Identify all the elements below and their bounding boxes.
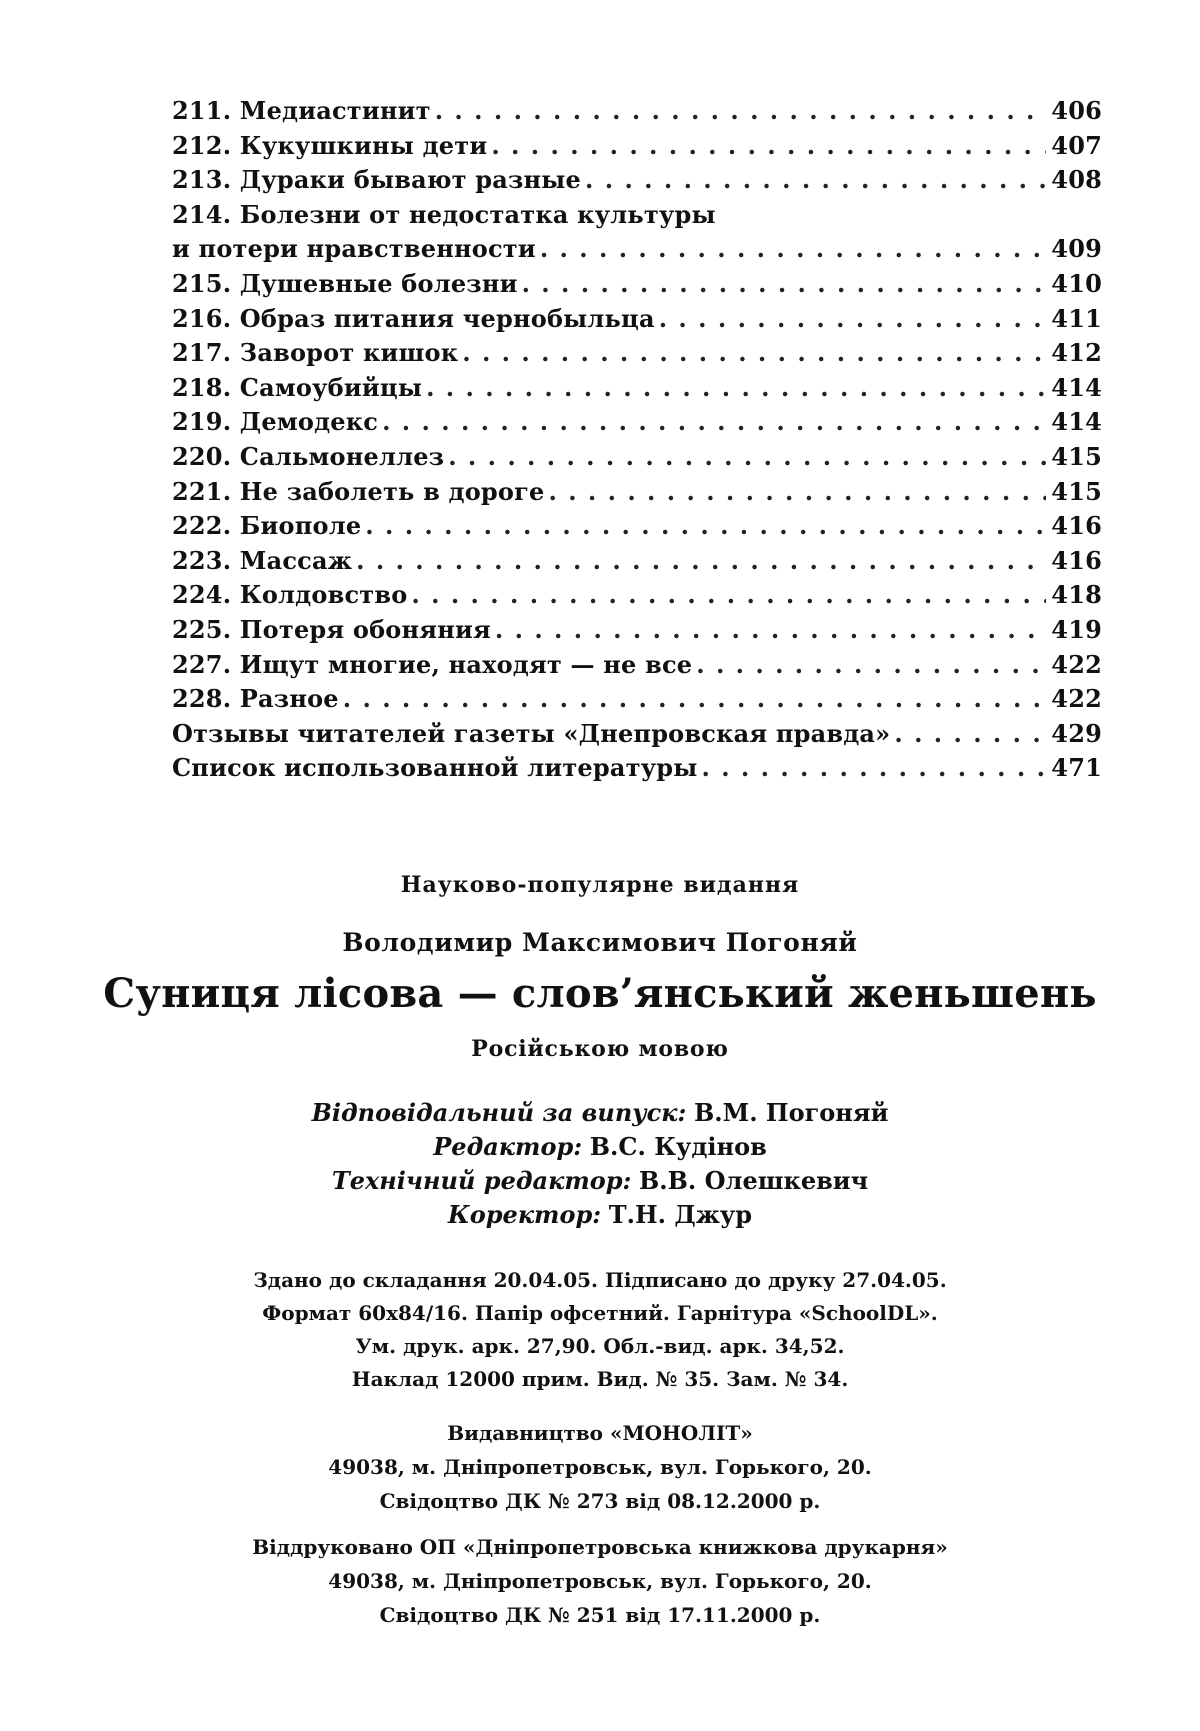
credit-role: Відповідальний за випуск: xyxy=(311,1098,687,1127)
toc-entry-title: 224. Колдовство xyxy=(172,580,408,610)
toc-entry-page: 415 xyxy=(1051,476,1102,506)
author-name: Володимир Максимович Погоняй xyxy=(342,928,858,957)
toc-entry-page: 414 xyxy=(1051,407,1102,437)
toc-entry xyxy=(172,269,1102,304)
toc-leader-dots xyxy=(365,511,1046,540)
toc-entry-page: 412 xyxy=(1051,338,1102,368)
toc-leader-dots xyxy=(659,304,1046,333)
toc-entry xyxy=(172,373,1102,408)
toc-entry-page: 429 xyxy=(1051,718,1102,748)
toc-leader-dots xyxy=(495,615,1046,644)
toc-entry-title: 214. Болезни от недостатка культуры xyxy=(172,199,716,229)
publication-language: Російською мовою xyxy=(471,1036,729,1062)
toc-entry xyxy=(172,546,1102,581)
toc-entry-page: 411 xyxy=(1051,303,1102,333)
toc-entry-page: 419 xyxy=(1051,614,1102,644)
toc-entry-page: 471 xyxy=(1051,753,1102,783)
toc-entry-title: 223. Массаж xyxy=(172,545,353,575)
publisher-block xyxy=(0,1416,1200,1518)
toc-entry-title: 221. Не заболеть в дороге xyxy=(172,476,545,506)
publication-detail-line: Формат 60х84/16. Папір офсетний. Гарнітура «SchoolDL». xyxy=(262,1301,938,1325)
credit-line xyxy=(0,1096,1200,1130)
toc-entry-page: 406 xyxy=(1051,96,1102,125)
toc-leader-dots xyxy=(343,684,1046,713)
toc-leader-dots xyxy=(522,269,1046,298)
printer-line: Свідоцтво ДК № 251 від 17.11.2000 р. xyxy=(379,1603,821,1627)
toc-entry-page: 416 xyxy=(1051,545,1102,575)
toc-entry-title: 219. Демодекс xyxy=(172,407,379,437)
toc-entry-title: 220. Сальмонеллез xyxy=(172,441,445,471)
toc-entry-page: 416 xyxy=(1051,511,1102,541)
toc-entry-title: 228. Разное xyxy=(172,684,339,714)
toc-entry xyxy=(172,234,1102,269)
toc-entry xyxy=(172,719,1102,754)
publication-genre: Науково-популярне видання xyxy=(400,872,800,898)
toc-entry xyxy=(172,200,1102,235)
toc-entry-title: Список использованной литературы xyxy=(172,753,698,783)
editorial-credits xyxy=(0,1096,1200,1232)
publication-detail-line: Наклад 12000 прим. Вид. № 35. Зам. № 34. xyxy=(351,1367,849,1391)
toc-leader-dots xyxy=(702,753,1047,782)
toc-entry xyxy=(172,338,1102,373)
credit-role: Технічний редактор: xyxy=(331,1166,632,1195)
toc-entry-title: 213. Дураки бывают разные xyxy=(172,165,582,195)
printer-line: Віддруковано ОП «Дніпропетровська книжкова друкарня» xyxy=(252,1535,948,1559)
toc-leader-dots xyxy=(356,546,1046,575)
toc-entry-title: и потери нравственности xyxy=(172,234,536,264)
printer-line: 49038, м. Дніпропетровськ, вул. Горького, 20. xyxy=(328,1569,872,1593)
credit-role: Редактор: xyxy=(433,1132,583,1161)
toc-entry-page: 410 xyxy=(1051,268,1102,298)
toc-leader-dots xyxy=(462,338,1046,367)
toc-entry-title: Отзывы читателей газеты «Днепровская правда» xyxy=(172,718,891,748)
toc-entry-title: 211. Медиастинит xyxy=(172,96,431,125)
credit-person: В.В. Олешкевич xyxy=(639,1166,869,1195)
credit-person: В.С. Кудінов xyxy=(589,1132,767,1161)
credit-role: Коректор: xyxy=(447,1200,602,1229)
publication-details xyxy=(0,1264,1200,1396)
toc-entry xyxy=(172,165,1102,200)
credit-line xyxy=(0,1164,1200,1198)
toc-entry-page: 409 xyxy=(1051,234,1102,264)
toc-entry-page: 422 xyxy=(1051,684,1102,714)
toc-entry-title: 212. Кукушкины дети xyxy=(172,130,488,160)
toc-entry xyxy=(172,304,1102,339)
toc-leader-dots xyxy=(435,96,1046,125)
toc-entry-page: 408 xyxy=(1051,165,1102,195)
credit-line xyxy=(0,1130,1200,1164)
toc-entry xyxy=(172,511,1102,546)
toc-entry-page: 414 xyxy=(1051,372,1102,402)
toc-entry-page: 422 xyxy=(1051,649,1102,679)
publisher-line: Свідоцтво ДК № 273 від 08.12.2000 р. xyxy=(379,1489,821,1513)
toc-entry-title: 225. Потеря обоняния xyxy=(172,614,491,644)
toc-entry xyxy=(172,131,1102,166)
toc-leader-dots xyxy=(540,234,1046,263)
toc-entry-title: 216. Образ питания чернобыльца xyxy=(172,303,655,333)
credit-person: В.М. Погоняй xyxy=(694,1098,889,1127)
toc-leader-dots xyxy=(894,719,1046,748)
publication-detail-line: Здано до складання 20.04.05. Підписано до друку 27.04.05. xyxy=(253,1268,947,1292)
toc-leader-dots xyxy=(491,131,1046,160)
toc-entry-page: 407 xyxy=(1051,130,1102,160)
toc-leader-dots xyxy=(426,373,1046,402)
toc-entry-page: 415 xyxy=(1051,441,1102,471)
toc-entry-title: 222. Биополе xyxy=(172,511,362,541)
toc-leader-dots xyxy=(382,407,1046,436)
toc-entry-title: 217. Заворот кишок xyxy=(172,338,459,368)
toc-entry xyxy=(172,442,1102,477)
toc-entry xyxy=(172,580,1102,615)
toc-entry-title: 227. Ищут многие, находят — не все xyxy=(172,649,693,679)
printer-block xyxy=(0,1530,1200,1632)
toc-entry xyxy=(172,650,1102,685)
toc-leader-dots xyxy=(549,477,1047,506)
toc-entry xyxy=(172,615,1102,650)
toc-leader-dots xyxy=(585,165,1046,194)
toc-leader-dots xyxy=(448,442,1046,471)
toc-entry-page: 418 xyxy=(1051,580,1102,610)
toc-entry-title: 215. Душевные болезни xyxy=(172,268,518,298)
toc-leader-dots xyxy=(696,650,1046,679)
toc-entry-title: 218. Самоубийцы xyxy=(172,372,423,402)
toc-leader-dots xyxy=(411,580,1046,609)
table-of-contents xyxy=(172,96,1102,788)
publisher-line: Видавництво «МОНОЛІТ» xyxy=(447,1421,753,1445)
toc-entry xyxy=(172,96,1102,131)
toc-entry xyxy=(172,477,1102,512)
toc-entry xyxy=(172,684,1102,719)
publisher-line: 49038, м. Дніпропетровськ, вул. Горького, 20. xyxy=(328,1455,872,1479)
credit-line xyxy=(0,1198,1200,1232)
toc-entry xyxy=(172,753,1102,788)
book-title: Суниця лісова — слов’янський женьшень xyxy=(103,970,1097,1017)
publication-detail-line: Ум. друк. арк. 27,90. Обл.-вид. арк. 34,52. xyxy=(355,1334,845,1358)
toc-entry xyxy=(172,407,1102,442)
credit-person: Т.Н. Джур xyxy=(608,1200,753,1229)
